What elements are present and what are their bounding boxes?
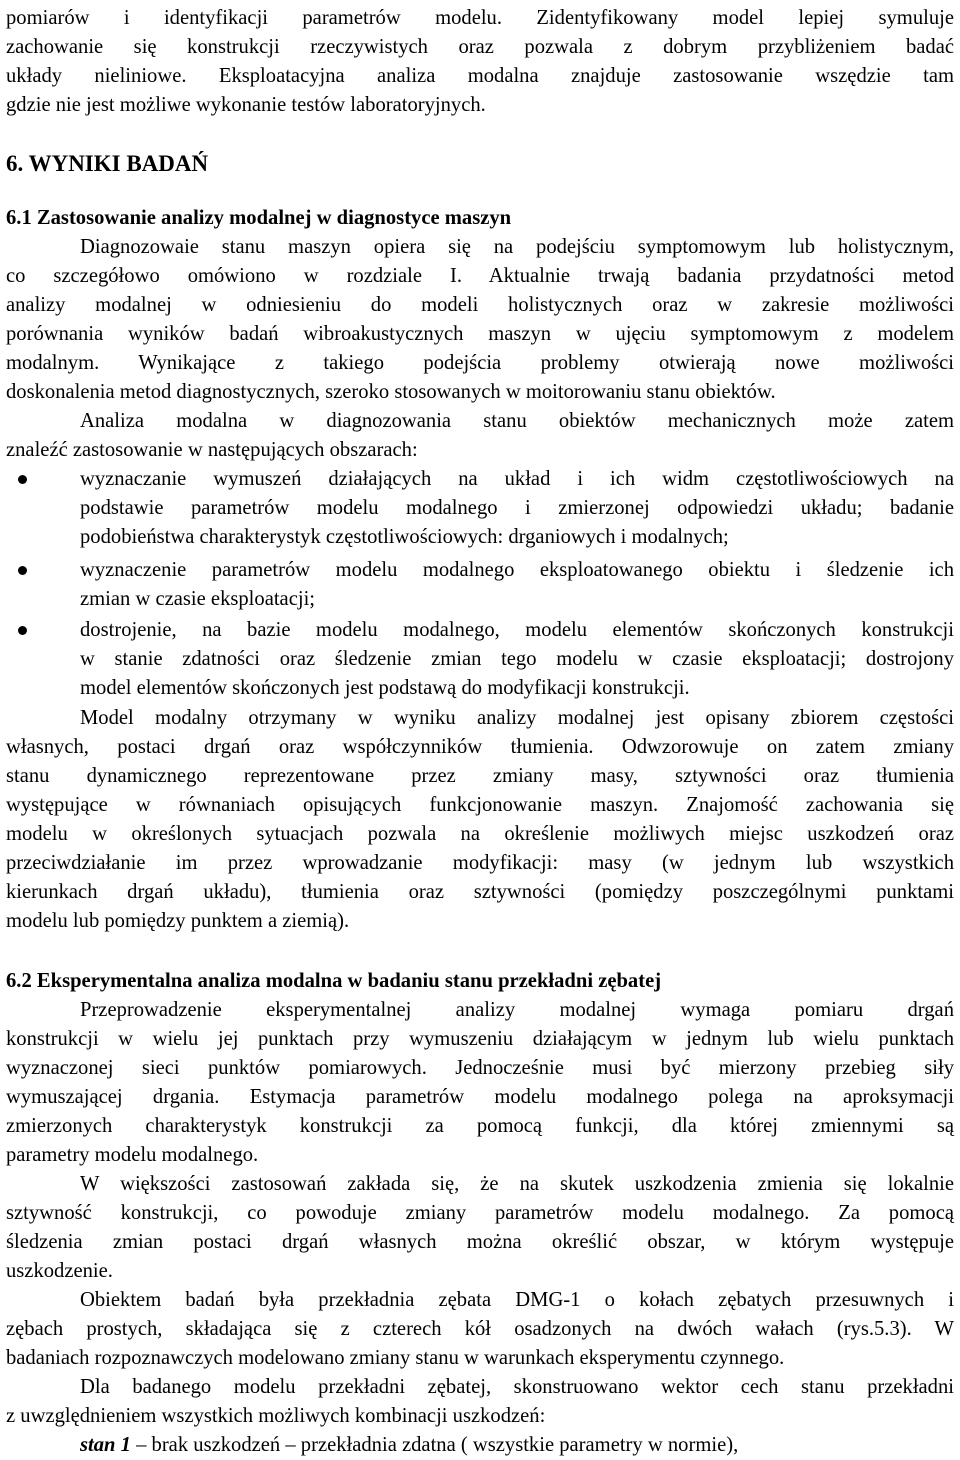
state-label: stan 1 — [80, 1434, 131, 1456]
list-item-line: w stanie zdatności oraz śledzenie zmian tego modelu w czasie eksploatacji; dostrojony — [80, 648, 954, 670]
list-item-line: podstawie parametrów modelu modalnego i zmierzonej odpowiedzi układu; badanie — [80, 497, 954, 519]
text-line: układy nieliniowe. Eksploatacyjna analiza modalna znajduje zastosowanie wszędzie tam — [6, 65, 954, 87]
text-line: przeciwdziałanie im przez wprowadzanie modyfikacji: masy (w jednym lub wszystkich — [6, 852, 954, 874]
text-line: zachowanie się konstrukcji rzeczywistych oraz pozwala z dobrym przybliżeniem badać — [6, 36, 954, 58]
section-heading: 6. WYNIKI BADAŃ — [6, 151, 209, 176]
text-line: gdzie nie jest możliwe wykonanie testów laboratoryjnych. — [6, 94, 486, 116]
state-line — [80, 1431, 954, 1460]
bullet-icon — [18, 566, 27, 575]
list-item-line: zmian w czasie eksploatacji; — [80, 588, 316, 610]
list-item-line: dostrojenie, na bazie modelu modalnego, modelu elementów skończonych konstrukcji — [80, 619, 954, 641]
text-line: porównania wyników badań wibroakustycznych maszyn w ujęciu symptomowym z modelem — [6, 323, 954, 345]
text-line: parametry modelu modalnego. — [6, 1144, 259, 1166]
list-item-line: wyznaczanie wymuszeń działających na układ i ich widm częstotliwościowych na — [80, 468, 954, 490]
text-line: kierunkach drgań układu), tłumienia oraz sztywności (pomiędzy poszczególnymi punktami — [6, 881, 954, 903]
text-line: wymuszającej drgania. Estymacja parametrów modelu modalnego polega na aproksymacji — [6, 1086, 954, 1108]
text-line: stanu dynamicznego reprezentowane przez zmiany masy, sztywności oraz tłumienia — [6, 765, 954, 787]
bullet-icon — [18, 626, 27, 635]
list-item-line: wyznaczenie parametrów modelu modalnego eksploatowanego obiektu i śledzenie ich — [80, 559, 954, 581]
text-line: pomiarów i identyfikacji parametrów modelu. Zidentyfikowany model lepiej symuluje — [6, 7, 954, 29]
text-line: analizy modalnej w odniesieniu do modeli holistycznych oraz w zakresie możliwości — [6, 294, 954, 316]
text-line: doskonalenia metod diagnostycznych, szeroko stosowanych w moitorowaniu stanu obiektów. — [6, 381, 776, 403]
text-line: konstrukcji w wielu jej punktach przy wymuszeniu działającym w jednym lub wielu punktach — [6, 1028, 954, 1050]
list-item-line: model elementów skończonych jest podstawą do modyfikacji konstrukcji. — [80, 677, 690, 699]
text-line: śledzenia zmian postaci drgań własnych można określić obszar, w którym występuje — [6, 1231, 954, 1253]
text-line: Dla badanego modelu przekładni zębatej, skonstruowano wektor cech stanu przekładni — [80, 1376, 954, 1398]
text-line: z uwzględnieniem wszystkich możliwych kombinacji uszkodzeń: — [6, 1405, 546, 1427]
text-line: wyznaczonej sieci punktów pomiarowych. Jednocześnie musi być mierzony przebieg siły — [6, 1057, 954, 1079]
text-line: zmierzonych charakterystyk konstrukcji za pomocą funkcji, dla której zmiennymi są — [6, 1115, 954, 1137]
text-line: Diagnozowaie stanu maszyn opiera się na podejściu symptomowym lub holistycznym, — [80, 236, 954, 258]
text-line: znaleźć zastosowanie w następujących obszarach: — [6, 439, 418, 461]
list-item-line: podobieństwa charakterystyk częstotliwościowych: drganiowych i modalnych; — [80, 526, 729, 548]
text-line: uszkodzenie. — [6, 1260, 113, 1282]
state-text: – brak uszkodzeń – przekładnia zdatna ( wszystkie parametry w normie), — [130, 1434, 739, 1456]
text-line: występujące w równaniach opisujących funkcjonowanie maszyn. Znajomość zachowania się — [6, 794, 954, 816]
text-line: sztywność konstrukcji, co powoduje zmiany parametrów modelu modalnego. Za pomocą — [6, 1202, 954, 1224]
text-line: Obiektem badań była przekładnia zębata DMG-1 o kołach zębatych przesuwnych i — [80, 1289, 954, 1311]
text-line: modelu lub pomiędzy punktem a ziemią). — [6, 910, 350, 932]
text-line: co szczegółowo omówiono w rozdziale I. Aktualnie trwają badania przydatności metod — [6, 265, 954, 287]
text-line: Model modalny otrzymany w wyniku analizy modalnej jest opisany zbiorem częstości — [80, 707, 954, 729]
text-line: Analiza modalna w diagnozowania stanu obiektów mechanicznych może zatem — [80, 410, 954, 432]
text-line: modalnym. Wynikające z takiego podejścia problemy otwierają nowe możliwości — [6, 352, 954, 374]
subsection-heading-6-1: 6.1 Zastosowanie analizy modalnej w diagnostyce maszyn — [6, 207, 512, 229]
text-line: zębach prostych, składająca się z czterech kół osadzonych na dwóch wałach (rys.5.3). W — [6, 1318, 954, 1340]
bullet-icon — [18, 475, 27, 484]
text-line: Przeprowadzenie eksperymentalnej analizy modalnej wymaga pomiaru drgań — [80, 999, 954, 1021]
text-line: własnych, postaci drgań oraz współczynników tłumienia. Odwzorowuje on zatem zmiany — [6, 736, 954, 758]
subsection-heading-6-2: 6.2 Eksperymentalna analiza modalna w badaniu stanu przekładni zębatej — [6, 970, 662, 992]
text-line: W większości zastosowań zakłada się, że na skutek uszkodzenia zmienia się lokalnie — [80, 1173, 954, 1195]
text-line: modelu w określonych sytuacjach pozwala na określenie możliwych miejsc uszkodzeń oraz — [6, 823, 954, 845]
text-line: badaniach rozpoznawczych modelowano zmiany stanu w warunkach eksperymentu czynnego. — [6, 1347, 785, 1369]
